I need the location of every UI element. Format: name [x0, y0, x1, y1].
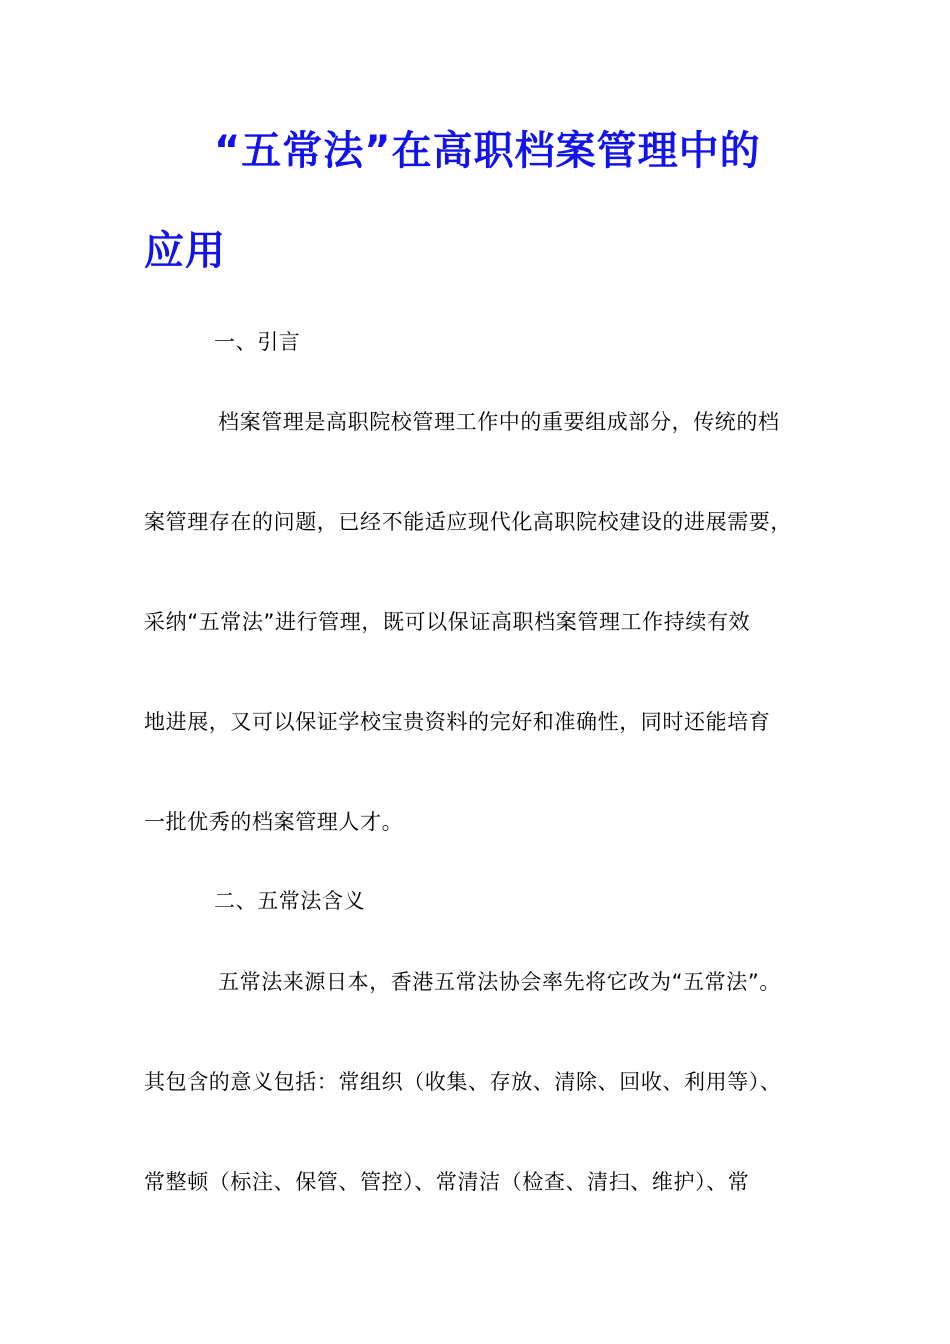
document-title-line-2: 应用 — [144, 228, 226, 274]
paragraph-line: 五常法来源日本，香港五常法协会率先将它改为“五常法”。 — [218, 970, 781, 994]
paragraph-line: 一批优秀的档案管理人才。 — [144, 810, 404, 834]
document-title-line-1: “五常法”在高职档案管理中的 — [214, 128, 761, 174]
section-heading-introduction: 一、引言 — [214, 330, 301, 354]
paragraph-line: 常整顿（标注、保管、管控）、常清洁（检查、清扫、维护）、常 — [144, 1170, 750, 1194]
section-heading-five-s-meaning: 二、五常法含义 — [214, 889, 366, 913]
paragraph-line: 档案管理是高职院校管理工作中的重要组成部分，传统的档 — [218, 410, 780, 434]
paragraph-line: 采纳“五常法”进行管理，既可以保证高职档案管理工作持续有效 — [144, 610, 751, 634]
paragraph-line: 地进展，又可以保证学校宝贵资料的完好和准确性，同时还能培育 — [144, 710, 771, 734]
paragraph-line: 案管理存在的问题，已经不能适应现代化高职院校建设的进展需要， — [144, 510, 792, 534]
paragraph-line: 其包含的意义包括：常组织（收集、存放、清除、回收、利用等）、 — [144, 1070, 782, 1094]
